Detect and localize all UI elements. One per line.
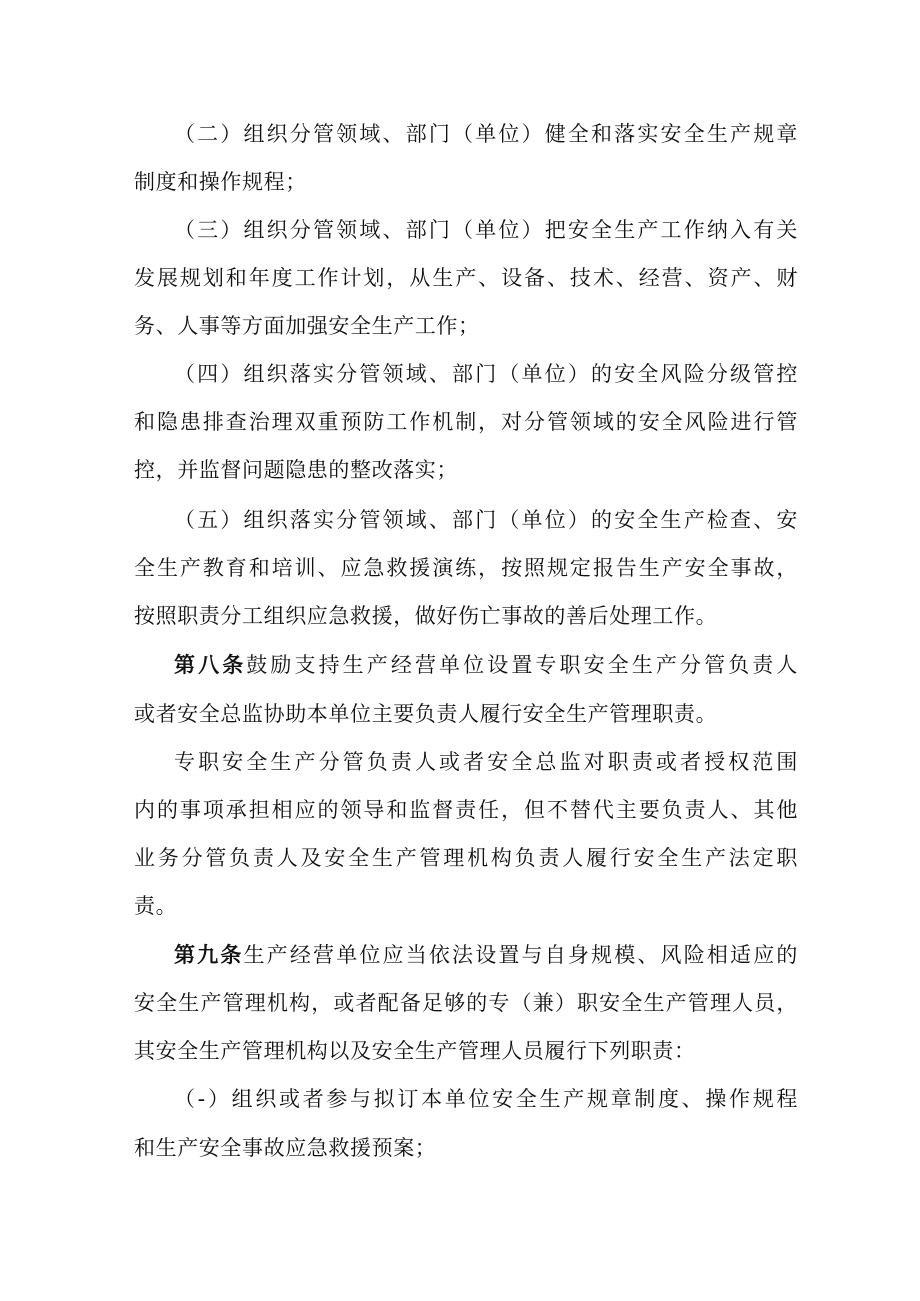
paragraph-line: 其安全生产管理机构以及安全生产管理人员履行下列职责： (134, 1039, 696, 1063)
paragraph-line: 务、人事等方面加强安全生产工作； (134, 314, 480, 338)
paragraph-line: 责。 (134, 894, 178, 918)
paragraph-line: （三）组织分管领域、部门（单位）把安全生产工作纳入有关 (174, 218, 798, 242)
article-9-text: 生产经营单位应当依法设置与自身规模、风险相适应的 (243, 943, 798, 967)
paragraph-line: （五）组织落实分管领域、部门（单位）的安全生产检查、安 (174, 508, 798, 532)
paragraph-line: （二）组织分管领域、部门（单位）健全和落实安全生产规章 (174, 122, 798, 146)
article-9-label: 第九条 (174, 943, 244, 967)
paragraph-line: 专职安全生产分管负责人或者安全总监对职责或者授权范围 (174, 750, 798, 774)
paragraph-line: 安全生产管理机构，或者配备足够的专（兼）职安全生产管理人员， (134, 991, 798, 1015)
paragraph-line: 制度和操作规程； (134, 170, 307, 194)
article-8-first-line (174, 649, 798, 681)
paragraph-line: 全生产教育和培训、应急救援演练，按照规定报告生产安全事故， (134, 556, 798, 580)
article-8-label: 第八条 (174, 653, 247, 677)
paragraph-line: 业务分管负责人及安全生产管理机构负责人履行安全生产法定职 (134, 846, 798, 870)
article-9-first-line (174, 939, 798, 971)
paragraph-line: （-）组织或者参与拟订本单位安全生产规章制度、操作规程 (174, 1087, 798, 1111)
paragraph-line: （四）组织落实分管领域、部门（单位）的安全风险分级管控 (174, 362, 798, 386)
paragraph-line: 控，并监督问题隐患的整改落实； (134, 458, 458, 482)
paragraph-line: 和生产安全事故应急救援预案； (134, 1136, 437, 1160)
article-8-text: 鼓励支持生产经营单位设置专职安全生产分管负责人 (246, 653, 798, 677)
paragraph-line: 按照职责分工组织应急救援，做好伤亡事故的善后处理工作。 (134, 604, 718, 628)
paragraph-line: 发展规划和年度工作计划，从生产、设备、技术、经营、资产、财 (134, 266, 798, 290)
paragraph-line: 或者安全总监协助本单位主要负责人履行安全生产管理职责。 (134, 702, 718, 726)
paragraph-line: 内的事项承担相应的领导和监督责任，但不替代主要负责人、其他 (134, 798, 798, 822)
paragraph-line: 和隐患排查治理双重预防工作机制，对分管领域的安全风险进行管 (134, 410, 798, 434)
